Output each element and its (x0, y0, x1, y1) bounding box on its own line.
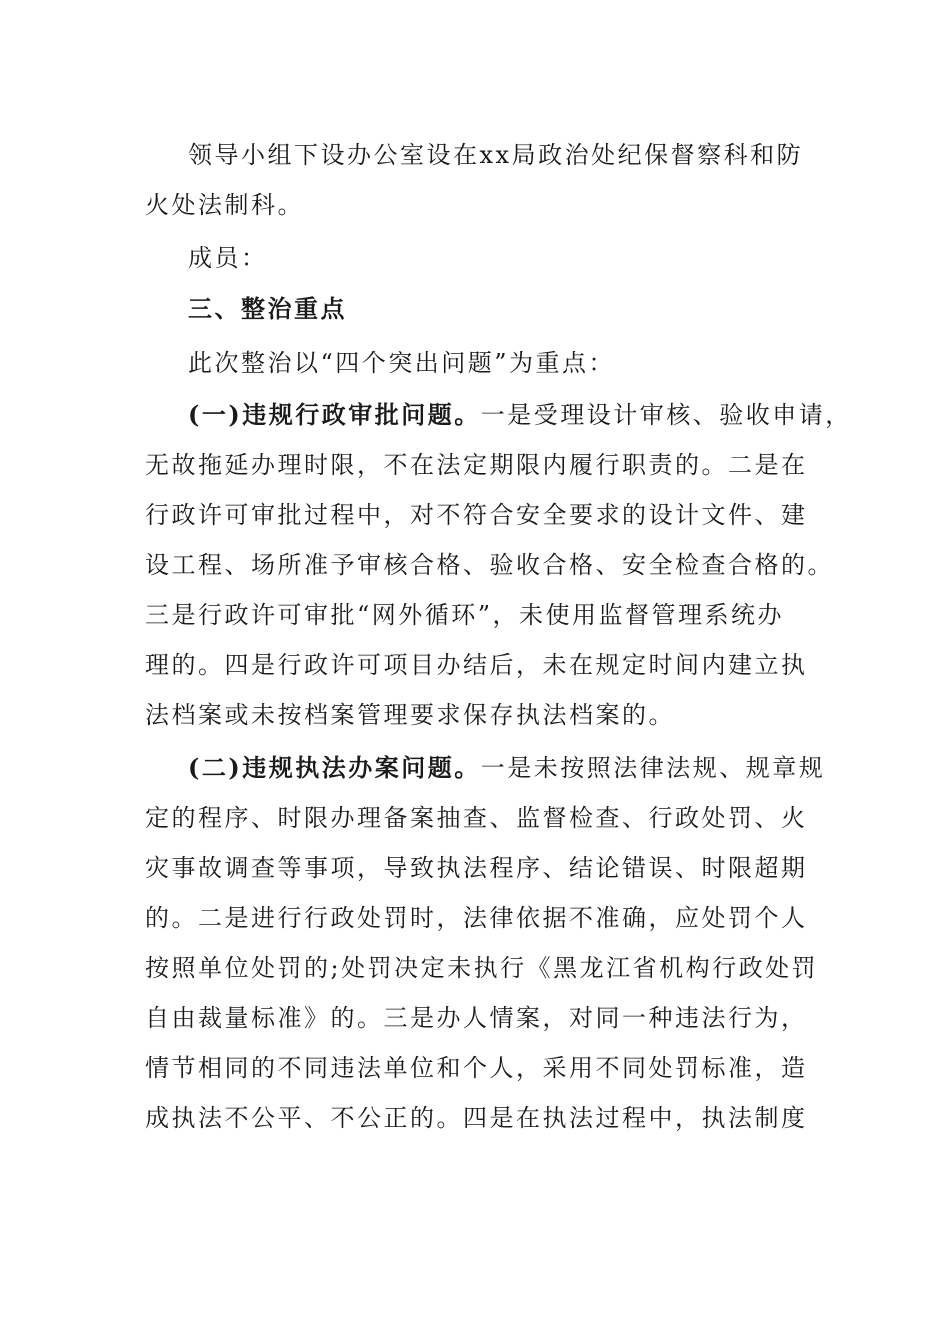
subsection-1-line-7: 法档案或未按档案管理要求保存执法档案的。 (145, 701, 675, 729)
members-label: 成员： (188, 244, 268, 272)
subsection-2-line-8: 成执法不公平、不公正的。四是在执法过程中，执法制度 (145, 1104, 808, 1132)
subsection-1-line-3: 行政许可审批过程中，对不符合安全要求的设计文件、建 (145, 501, 808, 529)
subsection-2-line-1: (二)违规执法办案问题。一是未按照法律法规、规章规 (188, 753, 826, 782)
subsection-2-line-7: 情节相同的不同违法单位和个人，采用不同处罚标准，造 (145, 1054, 808, 1082)
subheading-2: (二)违规执法办案问题。 (188, 753, 481, 782)
paragraph-intro: 此次整治以“四个突出问题”为重点： (188, 349, 616, 377)
subsection-2-line-3: 灾事故调查等事项，导致执法程序、结论错误、时限超期 (145, 854, 808, 882)
subsection-1-line-5: 三是行政许可审批“网外循环”，未使用监督管理系统办 (145, 601, 785, 629)
subsection-2-line-4: 的。二是进行行政处罚时，法律依据不准确，应处罚个人 (145, 904, 808, 932)
subsection-2-line-6: 自由裁量标准》的。三是办人情案，对同一种违法行为， (145, 1004, 808, 1032)
subsection-2-line-5: 按照单位处罚的;处罚决定未执行《黑龙江省机构行政处罚 (145, 954, 819, 982)
section-heading: 三、整治重点 (188, 294, 347, 323)
subsection-1-line-4: 设工程、场所准予审核合格、验收合格、安全检查合格的。 (145, 551, 834, 579)
paragraph-office-line-1: 领导小组下设办公室设在xx局政治处纪保督察科和防 (188, 141, 804, 169)
subsection-2-line-2: 定的程序、时限办理备案抽查、监督检查、行政处罚、火 (145, 804, 808, 832)
subsection-1-line-6: 理的。四是行政许可项目办结后，未在规定时间内建立执 (145, 651, 808, 679)
subsection-1-line-2: 无故拖延办理时限，不在法定期限内履行职责的。二是在 (145, 451, 808, 479)
subsection-1-line-1: (一)违规行政审批问题。一是受理设计审核、验收申请， (188, 400, 852, 429)
paragraph-office-line-2: 火处法制科。 (145, 191, 304, 219)
subheading-1: (一)违规行政审批问题。 (188, 400, 481, 429)
